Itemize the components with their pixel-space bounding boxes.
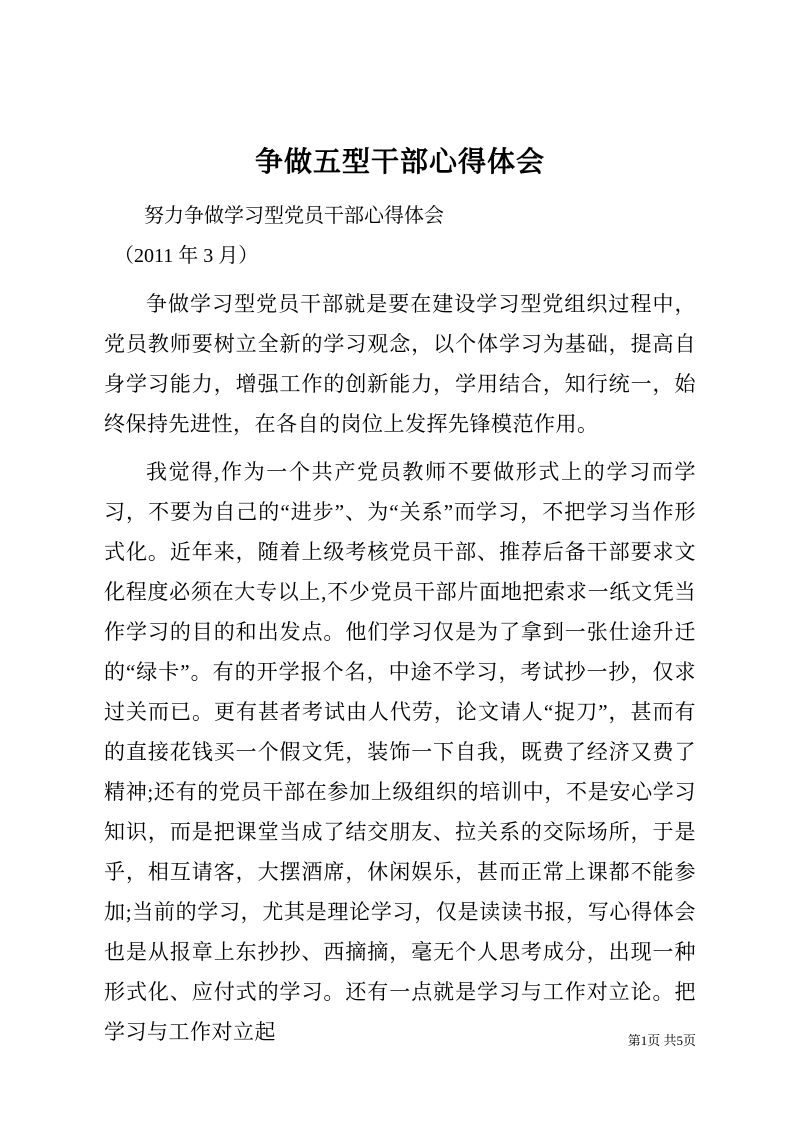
document-title: 争做五型干部心得体会 bbox=[254, 147, 545, 178]
document-date-line: （2011 年 3 月） bbox=[114, 245, 259, 267]
paragraph-2: 我觉得,作为一个共产党员教师不要做形式上的学习而学习，不要为自己的“进步”、为“关系”而学习，不把学习当作形式化。近年来，随着上级考核党员干部、推荐后备干部要求文化程度必须在大专以上,不少党员干部片面地把索求一纸文凭当作学习的目的和出发点。他们学习仅是为了拿到一张仕途升迁的“绿卡”。有的开学报个名，中途不学习，考试抄一抄，仅求过关而已。更有甚者考试由人代劳，论文请人“捉刀”，甚而有的直接花钱买一个假文凭，装饰一下自我，既费了经济又费了精神;还有的党员干部在参加上级组织的培训中，不是安心学习知识，而是把课堂当成了结交朋友、拉关系的交际场所，于是乎，相互请客，大摆酒席，休闲娱乐，甚而正常上课都不能参加;当前的学习，尤其是理论学习，仅是读读书报，写心得体会也是从报章上东抄抄、西摘摘，毫无个人思考成分，出现一种形式化、应付式的学习。还有一点就是学习与工作对立论。把学习与工作对立起 bbox=[104, 460, 696, 1044]
document-subtitle: 努力争做学习型党员干部心得体会 bbox=[144, 205, 444, 227]
page-footer bbox=[628, 1030, 696, 1049]
page-number-text: 第1页 共5页 bbox=[627, 1033, 696, 1048]
paragraph-1: 争做学习型党员干部就是要在建设学习型党组织过程中，党员教师要树立全新的学习观念，以个体学习为基础，提高自身学习能力，增强工作的创新能力，学用结合，知行统一，始终保持先进性，在各自的岗位上发挥先锋模范作用。 bbox=[104, 292, 696, 436]
